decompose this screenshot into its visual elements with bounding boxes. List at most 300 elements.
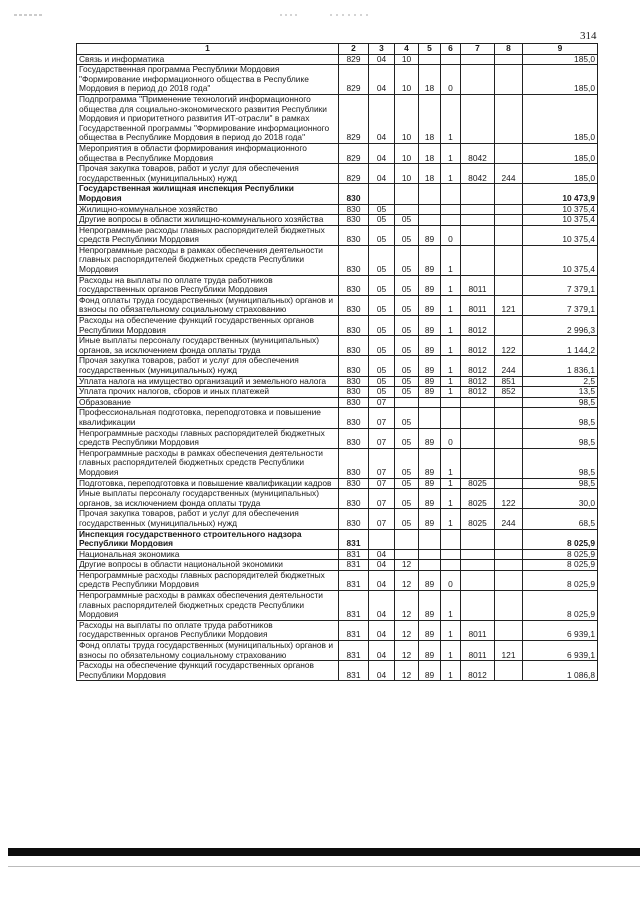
row-amount-cell: 7 379,1 — [523, 275, 598, 295]
row-code-cell: 05 — [369, 215, 395, 226]
row-name-cell: Связь и информатика — [77, 54, 339, 65]
row-code-cell: 05 — [395, 387, 419, 398]
row-name-cell: Прочая закупка товаров, работ и услуг для обеспечения государственных (муниципальных) нужд — [77, 356, 339, 376]
row-code-cell: 89 — [419, 225, 441, 245]
row-code-cell: 89 — [419, 489, 441, 509]
table-row — [77, 387, 598, 398]
row-code-cell: 0 — [441, 65, 461, 95]
row-code-cell — [495, 204, 523, 215]
table-row — [77, 275, 598, 295]
row-code-cell: 12 — [395, 641, 419, 661]
row-code-cell — [495, 529, 523, 549]
row-code-cell — [419, 560, 441, 571]
page-number: 314 — [580, 30, 597, 42]
row-code-cell: 1 — [441, 448, 461, 478]
table-row — [77, 661, 598, 681]
row-code-cell: 10 — [395, 94, 419, 143]
header-cell: 4 — [395, 44, 419, 55]
row-code-cell: 8042 — [461, 164, 495, 184]
row-amount-cell: 8 025,9 — [523, 560, 598, 571]
scan-artifact-marks — [0, 4, 640, 8]
row-code-cell — [461, 570, 495, 590]
row-name-cell: Образование — [77, 397, 339, 408]
row-code-cell: 89 — [419, 661, 441, 681]
row-code-cell — [461, 591, 495, 621]
row-code-cell: 07 — [369, 489, 395, 509]
row-name-cell: Прочая закупка товаров, работ и услуг для обеспечения государственных (муниципальных) нужд — [77, 164, 339, 184]
header-cell: 2 — [339, 44, 369, 55]
row-amount-cell: 8 025,9 — [523, 529, 598, 549]
row-code-cell — [369, 184, 395, 204]
row-amount-cell: 185,0 — [523, 54, 598, 65]
table-row — [77, 478, 598, 489]
row-code-cell: 05 — [395, 448, 419, 478]
row-code-cell: 04 — [369, 94, 395, 143]
row-code-cell: 831 — [339, 570, 369, 590]
row-code-cell: 244 — [495, 509, 523, 529]
row-code-cell: 89 — [419, 316, 441, 336]
row-code-cell: 852 — [495, 387, 523, 398]
row-code-cell — [495, 316, 523, 336]
header-cell: 9 — [523, 44, 598, 55]
row-amount-cell: 8 025,9 — [523, 570, 598, 590]
row-code-cell: 04 — [369, 661, 395, 681]
header-cell: 8 — [495, 44, 523, 55]
row-code-cell: 8042 — [461, 143, 495, 163]
row-amount-cell: 13,5 — [523, 387, 598, 398]
row-code-cell: 830 — [339, 448, 369, 478]
row-code-cell: 8025 — [461, 478, 495, 489]
row-name-cell: Непрограммные расходы в рамках обеспечения деятельности главных распорядителей бюджетных средств Республики Мордовия — [77, 448, 339, 478]
row-amount-cell: 185,0 — [523, 65, 598, 95]
row-code-cell: 1 — [441, 356, 461, 376]
row-code-cell — [461, 94, 495, 143]
row-amount-cell: 10 375,4 — [523, 245, 598, 275]
table-row — [77, 428, 598, 448]
table-row — [77, 204, 598, 215]
row-code-cell: 1 — [441, 94, 461, 143]
table-row — [77, 448, 598, 478]
row-code-cell: 89 — [419, 245, 441, 275]
row-code-cell: 830 — [339, 204, 369, 215]
row-code-cell — [441, 549, 461, 560]
row-code-cell: 1 — [441, 275, 461, 295]
row-code-cell: 831 — [339, 560, 369, 571]
row-code-cell: 122 — [495, 336, 523, 356]
row-code-cell: 8025 — [461, 489, 495, 509]
row-code-cell: 18 — [419, 143, 441, 163]
row-code-cell — [395, 204, 419, 215]
row-code-cell: 07 — [369, 448, 395, 478]
row-amount-cell: 10 473,9 — [523, 184, 598, 204]
row-amount-cell: 6 939,1 — [523, 641, 598, 661]
row-code-cell: 830 — [339, 397, 369, 408]
row-code-cell: 05 — [369, 376, 395, 387]
table-row — [77, 295, 598, 315]
table-row — [77, 356, 598, 376]
row-code-cell: 05 — [395, 316, 419, 336]
row-code-cell — [461, 245, 495, 275]
row-code-cell: 04 — [369, 641, 395, 661]
row-code-cell: 05 — [395, 428, 419, 448]
row-code-cell: 05 — [395, 295, 419, 315]
table-row — [77, 184, 598, 204]
row-code-cell: 10 — [395, 164, 419, 184]
row-amount-cell: 98,5 — [523, 397, 598, 408]
table-row — [77, 54, 598, 65]
row-code-cell: 10 — [395, 54, 419, 65]
row-code-cell — [495, 591, 523, 621]
row-name-cell: Расходы на выплаты по оплате труда работников государственных органов Республики Мордовия — [77, 620, 339, 640]
row-name-cell: Непрограммные расходы главных распорядителей бюджетных средств Республики Мордовия — [77, 428, 339, 448]
row-code-cell: 1 — [441, 509, 461, 529]
row-code-cell: 8012 — [461, 387, 495, 398]
row-code-cell — [495, 184, 523, 204]
row-code-cell — [461, 448, 495, 478]
row-code-cell: 8011 — [461, 275, 495, 295]
row-name-cell: Инспекция государственного строительного надзора Республики Мордовия — [77, 529, 339, 549]
row-amount-cell: 7 379,1 — [523, 295, 598, 315]
row-code-cell: 89 — [419, 356, 441, 376]
row-name-cell: Фонд оплаты труда государственных (муниципальных) органов и взносы по обязательному социальному страхованию — [77, 641, 339, 661]
row-name-cell: Расходы на выплаты по оплате труда работников государственных органов Республики Мордовия — [77, 275, 339, 295]
row-code-cell — [461, 560, 495, 571]
row-name-cell: Другие вопросы в области национальной экономики — [77, 560, 339, 571]
row-code-cell: 244 — [495, 356, 523, 376]
row-code-cell: 830 — [339, 428, 369, 448]
row-code-cell: 89 — [419, 376, 441, 387]
row-code-cell: 89 — [419, 478, 441, 489]
row-name-cell: Национальная экономика — [77, 549, 339, 560]
row-code-cell: 8012 — [461, 316, 495, 336]
row-name-cell: Иные выплаты персоналу государственных (муниципальных) органов, за исключением фонда оплаты труда — [77, 336, 339, 356]
row-amount-cell: 6 939,1 — [523, 620, 598, 640]
table-row — [77, 94, 598, 143]
row-code-cell: 89 — [419, 591, 441, 621]
row-code-cell: 830 — [339, 478, 369, 489]
row-code-cell: 04 — [369, 570, 395, 590]
row-amount-cell: 8 025,9 — [523, 591, 598, 621]
row-code-cell: 830 — [339, 356, 369, 376]
row-code-cell: 8011 — [461, 295, 495, 315]
table-row — [77, 591, 598, 621]
header-cell: 6 — [441, 44, 461, 55]
row-amount-cell: 68,5 — [523, 509, 598, 529]
row-code-cell — [461, 225, 495, 245]
row-code-cell: 830 — [339, 275, 369, 295]
header-cell: 7 — [461, 44, 495, 55]
row-code-cell — [495, 549, 523, 560]
row-code-cell: 830 — [339, 245, 369, 275]
table-row — [77, 316, 598, 336]
row-code-cell: 05 — [369, 356, 395, 376]
row-code-cell — [395, 529, 419, 549]
table-row — [77, 620, 598, 640]
row-code-cell: 07 — [369, 408, 395, 428]
row-code-cell: 8012 — [461, 356, 495, 376]
row-name-cell: Непрограммные расходы главных распорядителей бюджетных средств Республики Мордовия — [77, 225, 339, 245]
row-code-cell: 831 — [339, 661, 369, 681]
row-code-cell — [495, 225, 523, 245]
row-name-cell: Фонд оплаты труда государственных (муниципальных) органов и взносы по обязательному социальному страхованию — [77, 295, 339, 315]
table-row — [77, 245, 598, 275]
row-code-cell — [419, 204, 441, 215]
row-code-cell: 05 — [395, 245, 419, 275]
table-row — [77, 570, 598, 590]
table-row — [77, 509, 598, 529]
row-name-cell: Жилищно-коммунальное хозяйство — [77, 204, 339, 215]
table-row — [77, 549, 598, 560]
row-code-cell — [461, 397, 495, 408]
row-code-cell: 89 — [419, 336, 441, 356]
row-code-cell — [419, 397, 441, 408]
row-code-cell: 04 — [369, 54, 395, 65]
row-code-cell: 1 — [441, 661, 461, 681]
table-row — [77, 143, 598, 163]
row-code-cell: 12 — [395, 570, 419, 590]
row-code-cell — [419, 529, 441, 549]
row-name-cell: Иные выплаты персоналу государственных (муниципальных) органов, за исключением фонда оплаты труда — [77, 489, 339, 509]
row-code-cell: 89 — [419, 387, 441, 398]
row-name-cell: Уплата прочих налогов, сборов и иных платежей — [77, 387, 339, 398]
row-code-cell: 829 — [339, 164, 369, 184]
row-code-cell: 04 — [369, 549, 395, 560]
row-code-cell: 831 — [339, 591, 369, 621]
row-name-cell: Подпрограмма "Применение технологий информационного общества для социально-экономического развития Республики Мордовия и приоритетного развития ИТ-отрасли" в рамках Государственной программы "Формирование информационного общества в Республике Мордовия в период до 2018 года" — [77, 94, 339, 143]
row-name-cell: Подготовка, переподготовка и повышение квалификации кадров — [77, 478, 339, 489]
row-code-cell: 89 — [419, 620, 441, 640]
row-code-cell — [495, 143, 523, 163]
row-code-cell: 829 — [339, 143, 369, 163]
table-row — [77, 164, 598, 184]
row-code-cell — [495, 65, 523, 95]
row-code-cell: 851 — [495, 376, 523, 387]
row-amount-cell: 98,5 — [523, 478, 598, 489]
row-code-cell: 05 — [369, 275, 395, 295]
table-row — [77, 336, 598, 356]
row-name-cell: Государственная жилищная инспекция Республики Мордовия — [77, 184, 339, 204]
row-code-cell: 07 — [369, 478, 395, 489]
row-code-cell: 1 — [441, 295, 461, 315]
row-code-cell — [441, 408, 461, 428]
row-code-cell: 1 — [441, 376, 461, 387]
row-code-cell: 8012 — [461, 661, 495, 681]
table-row — [77, 560, 598, 571]
row-code-cell — [461, 54, 495, 65]
row-code-cell — [441, 397, 461, 408]
row-code-cell: 05 — [369, 387, 395, 398]
row-code-cell: 829 — [339, 54, 369, 65]
row-code-cell: 05 — [395, 356, 419, 376]
row-code-cell — [461, 184, 495, 204]
row-code-cell — [395, 549, 419, 560]
row-code-cell — [441, 184, 461, 204]
row-code-cell: 830 — [339, 408, 369, 428]
row-code-cell: 1 — [441, 316, 461, 336]
row-code-cell — [441, 215, 461, 226]
row-code-cell: 1 — [441, 387, 461, 398]
row-code-cell: 05 — [395, 225, 419, 245]
row-code-cell: 04 — [369, 65, 395, 95]
row-code-cell: 89 — [419, 570, 441, 590]
row-code-cell — [461, 529, 495, 549]
row-code-cell — [461, 428, 495, 448]
row-code-cell — [419, 54, 441, 65]
row-code-cell: 05 — [369, 336, 395, 356]
row-code-cell: 05 — [395, 509, 419, 529]
row-code-cell: 0 — [441, 428, 461, 448]
scan-bottom-line — [8, 866, 640, 867]
row-name-cell: Расходы на обеспечение функций государственных органов Республики Мордовия — [77, 661, 339, 681]
row-code-cell — [495, 215, 523, 226]
row-code-cell: 830 — [339, 295, 369, 315]
row-code-cell: 1 — [441, 489, 461, 509]
row-code-cell: 05 — [369, 316, 395, 336]
row-code-cell: 8011 — [461, 620, 495, 640]
row-amount-cell: 8 025,9 — [523, 549, 598, 560]
header-cell: 1 — [77, 44, 339, 55]
row-code-cell: 04 — [369, 143, 395, 163]
row-code-cell: 12 — [395, 661, 419, 681]
row-code-cell — [441, 204, 461, 215]
row-code-cell: 18 — [419, 65, 441, 95]
row-code-cell: 04 — [369, 164, 395, 184]
row-amount-cell: 185,0 — [523, 94, 598, 143]
row-code-cell — [441, 560, 461, 571]
table-row — [77, 65, 598, 95]
row-code-cell — [495, 94, 523, 143]
row-code-cell — [495, 54, 523, 65]
row-code-cell — [441, 54, 461, 65]
row-amount-cell: 185,0 — [523, 143, 598, 163]
row-amount-cell: 1 086,8 — [523, 661, 598, 681]
row-code-cell — [461, 408, 495, 428]
row-code-cell: 04 — [369, 591, 395, 621]
row-code-cell — [395, 397, 419, 408]
row-name-cell: Другие вопросы в области жилищно-коммунального хозяйства — [77, 215, 339, 226]
header-cell: 5 — [419, 44, 441, 55]
row-code-cell: 830 — [339, 376, 369, 387]
row-code-cell: 830 — [339, 215, 369, 226]
row-code-cell: 89 — [419, 509, 441, 529]
row-code-cell: 89 — [419, 295, 441, 315]
row-name-cell: Непрограммные расходы главных распорядителей бюджетных средств Республики Мордовия — [77, 570, 339, 590]
row-code-cell — [495, 397, 523, 408]
row-code-cell — [495, 275, 523, 295]
row-code-cell: 121 — [495, 641, 523, 661]
row-code-cell — [495, 478, 523, 489]
row-code-cell: 830 — [339, 489, 369, 509]
row-code-cell: 830 — [339, 509, 369, 529]
row-code-cell: 831 — [339, 529, 369, 549]
row-code-cell: 07 — [369, 509, 395, 529]
row-code-cell: 830 — [339, 316, 369, 336]
table-row — [77, 408, 598, 428]
budget-table — [76, 43, 598, 681]
row-code-cell: 831 — [339, 549, 369, 560]
table-row — [77, 641, 598, 661]
row-code-cell — [461, 549, 495, 560]
row-code-cell — [395, 184, 419, 204]
row-code-cell — [419, 215, 441, 226]
row-code-cell: 121 — [495, 295, 523, 315]
row-code-cell: 04 — [369, 560, 395, 571]
row-amount-cell: 2 996,3 — [523, 316, 598, 336]
header-cell: 3 — [369, 44, 395, 55]
row-name-cell: Прочая закупка товаров, работ и услуг для обеспечения государственных (муниципальных) нужд — [77, 509, 339, 529]
row-name-cell: Государственная программа Республики Мордовия "Формирование информационного общества в Республике Мордовия в период до 2018 года" — [77, 65, 339, 95]
row-code-cell — [495, 661, 523, 681]
row-code-cell: 05 — [395, 478, 419, 489]
row-code-cell: 18 — [419, 94, 441, 143]
row-code-cell: 12 — [395, 620, 419, 640]
row-code-cell — [369, 529, 395, 549]
row-code-cell: 244 — [495, 164, 523, 184]
scan-bottom-bar — [8, 848, 640, 856]
row-amount-cell: 185,0 — [523, 164, 598, 184]
row-code-cell: 829 — [339, 65, 369, 95]
row-name-cell: Расходы на обеспечение функций государственных органов Республики Мордовия — [77, 316, 339, 336]
row-code-cell: 18 — [419, 164, 441, 184]
row-amount-cell: 98,5 — [523, 408, 598, 428]
row-amount-cell: 10 375,4 — [523, 225, 598, 245]
row-code-cell — [461, 215, 495, 226]
row-code-cell: 8025 — [461, 509, 495, 529]
table-row — [77, 529, 598, 549]
row-name-cell: Непрограммные расходы в рамках обеспечения деятельности главных распорядителей бюджетных средств Республики Мордовия — [77, 245, 339, 275]
row-code-cell: 05 — [369, 295, 395, 315]
row-code-cell: 1 — [441, 164, 461, 184]
row-code-cell — [495, 245, 523, 275]
table-row — [77, 489, 598, 509]
row-code-cell: 12 — [395, 591, 419, 621]
row-code-cell: 07 — [369, 397, 395, 408]
row-code-cell — [495, 570, 523, 590]
row-code-cell: 10 — [395, 65, 419, 95]
row-code-cell — [461, 204, 495, 215]
row-code-cell: 89 — [419, 275, 441, 295]
row-code-cell — [441, 529, 461, 549]
row-code-cell: 12 — [395, 560, 419, 571]
row-amount-cell: 2,5 — [523, 376, 598, 387]
row-code-cell — [419, 549, 441, 560]
row-code-cell: 1 — [441, 641, 461, 661]
table-row — [77, 215, 598, 226]
row-code-cell: 1 — [441, 143, 461, 163]
row-code-cell: 05 — [369, 225, 395, 245]
row-amount-cell: 10 375,4 — [523, 204, 598, 215]
row-amount-cell: 1 836,1 — [523, 356, 598, 376]
row-code-cell: 05 — [395, 376, 419, 387]
row-code-cell: 07 — [369, 428, 395, 448]
row-code-cell: 829 — [339, 94, 369, 143]
row-code-cell — [419, 184, 441, 204]
row-code-cell: 831 — [339, 641, 369, 661]
row-code-cell: 04 — [369, 620, 395, 640]
row-code-cell — [495, 428, 523, 448]
row-code-cell: 830 — [339, 336, 369, 356]
row-code-cell: 89 — [419, 448, 441, 478]
row-code-cell: 8012 — [461, 376, 495, 387]
table-row — [77, 376, 598, 387]
row-name-cell: Профессиональная подготовка, переподготовка и повышение квалификации — [77, 408, 339, 428]
row-code-cell: 122 — [495, 489, 523, 509]
row-code-cell: 05 — [395, 336, 419, 356]
row-amount-cell: 98,5 — [523, 428, 598, 448]
row-code-cell: 1 — [441, 478, 461, 489]
row-name-cell: Мероприятия в области формирования информационного общества в Республике Мордовия — [77, 143, 339, 163]
row-code-cell: 8012 — [461, 336, 495, 356]
